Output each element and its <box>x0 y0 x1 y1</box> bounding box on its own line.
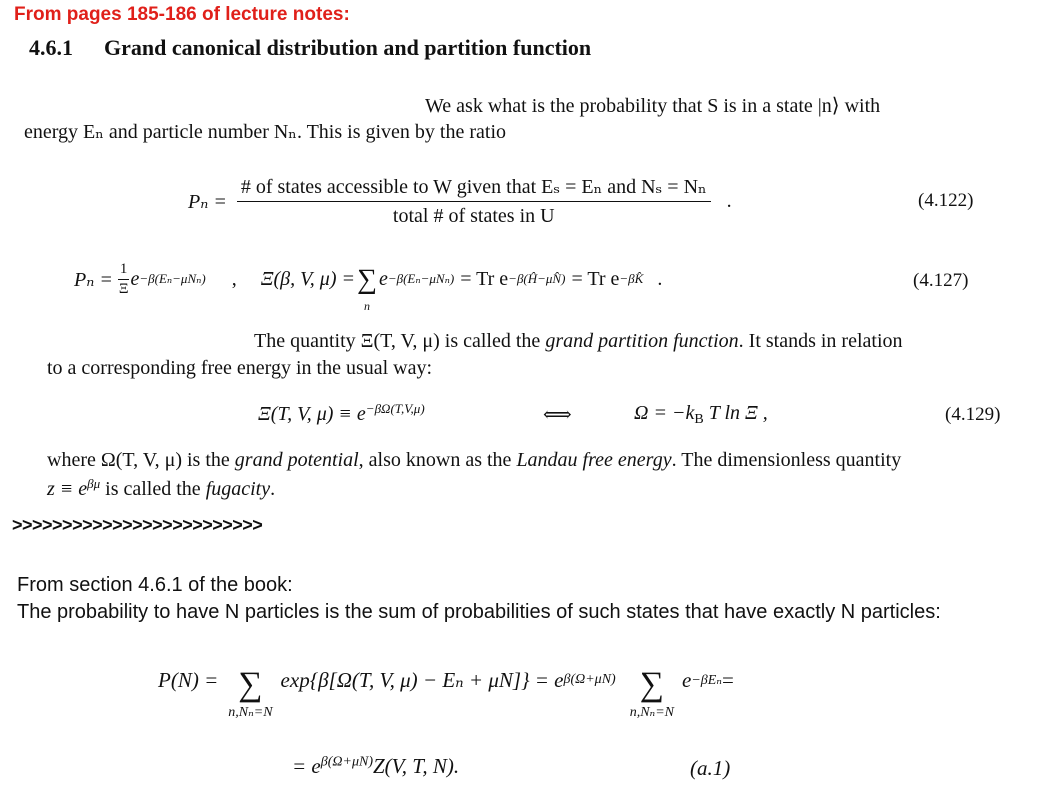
eq127-exp-base: e <box>130 267 140 290</box>
eq129-rhs-sub: B <box>694 412 704 428</box>
eqa1-sum1 <box>228 668 272 720</box>
eq127-xi-lhs: Ξ(β, V, μ) = <box>260 267 355 290</box>
book-line2: The probability to have N particles is the sum of probabilities of such states that have exactly N particles: <box>17 601 941 623</box>
eq127-exp-power: −β(Eₙ−μNₙ) <box>139 271 206 286</box>
para3-landau-free-energy: Landau free energy <box>516 449 672 471</box>
para2-line1-a: The quantity Ξ(T, V, μ) is called the <box>254 330 546 352</box>
eq127-sum <box>357 266 377 312</box>
para2-line2: to a corresponding free energy in the usual way: <box>47 357 433 379</box>
eqa1-term-power: β(Ω+μN) <box>563 672 616 687</box>
equation-4-127 <box>74 256 663 313</box>
eqa1-term2: e <box>682 667 692 692</box>
equation-4-129-lhs <box>258 401 425 426</box>
eqa1-line2: = e <box>292 754 321 778</box>
eq122-fraction <box>237 174 711 228</box>
eq127-frac-den: Ξ <box>118 280 129 297</box>
eq127-trace1: = Tr e <box>460 267 509 290</box>
separator: >>>>>>>>>>>>>>>>>>>>>>>>> <box>12 515 263 535</box>
eq122-numerator: # of states accessible to W given that Eₛ = Eₙ and Nₛ = Nₙ <box>237 174 711 202</box>
eq127-sep: , <box>231 267 237 290</box>
eqa1-sigma2: ∑ <box>639 666 664 703</box>
section-title: Grand canonical distribution and partition function <box>104 35 592 60</box>
para3-fugacity: fugacity <box>205 478 271 501</box>
eq129-arrow: ⟺ <box>543 404 572 426</box>
eqa1-sum1-index: n,Nₙ=N <box>228 705 273 720</box>
eq127-term-e: e <box>378 267 388 290</box>
eq129-power: −βΩ(T,V,μ) <box>365 401 425 416</box>
eqa1-line2-power: β(Ω+μN) <box>320 754 373 770</box>
source-note: From pages 185-186 of lecture notes: <box>14 4 350 25</box>
eq127-term-power: −β(Eₙ−μNₙ) <box>387 271 455 286</box>
equation-4-122 <box>188 174 732 228</box>
para3-line1 <box>47 449 901 472</box>
para2-line1-b: . It stands in relation <box>738 330 903 352</box>
para3-line2-c: . <box>270 478 276 501</box>
eq122-lhs: Pₙ = <box>188 190 227 213</box>
equation-a1-line2 <box>292 754 459 779</box>
para3-line1-c: . The dimensionless quantity <box>671 449 902 471</box>
eq129-lhs: Ξ(T, V, μ) ≡ e <box>258 403 366 426</box>
eq127-trace2-power: −βK̂ <box>619 271 644 286</box>
para1-line2: energy Eₙ and particle number Nₙ. This is given by the ratio <box>24 121 507 143</box>
para3-grand-potential: grand potential <box>234 449 359 471</box>
eqa1-line2-tail: Z(V, T, N). <box>372 754 460 778</box>
equation-4-129-rhs <box>634 402 768 428</box>
eq127-trace1-power: −β(Ĥ−μN̂) <box>508 271 566 286</box>
section-heading <box>29 35 591 61</box>
eq127-frac-num: 1 <box>118 261 130 280</box>
para3-line2 <box>47 476 275 501</box>
eq127-trace2: = Tr e <box>571 267 620 290</box>
eq127-fraction <box>117 261 131 298</box>
eqa1-sigma1: ∑ <box>238 666 263 703</box>
eq122-number: (4.122) <box>918 190 974 211</box>
eqa1-term: exp{β[Ω(T, V, μ) − Eₙ + μN]} = e <box>280 667 564 692</box>
eq127-trail: . <box>657 267 663 290</box>
eqa1-term2-power: −βEₙ <box>691 672 722 688</box>
eq129-rhs-tail: T ln Ξ , <box>708 402 768 424</box>
book-line1: From section 4.6.1 of the book: <box>17 574 293 596</box>
eq122-trail: . <box>726 189 732 212</box>
eq129-rhs: Ω = −k <box>634 402 695 424</box>
para3-line2-a: z ≡ e <box>47 478 88 501</box>
eqa1-sum2-index: n,Nₙ=N <box>629 705 674 720</box>
eqa1-lhs: P(N) = <box>158 667 219 692</box>
eqa1-trail: = <box>721 667 734 692</box>
eqa1-sum2 <box>630 668 674 720</box>
para3-line1-a: where Ω(T, V, μ) is the <box>47 449 235 471</box>
para3-line1-b: , also known as the <box>358 449 517 471</box>
eq127-number: (4.127) <box>913 270 969 291</box>
eq127-sigma: ∑ <box>356 264 377 295</box>
eq122-denominator: total # of states in U <box>392 205 555 227</box>
section-number: 4.6.1 <box>29 35 73 60</box>
equation-a1-line1 <box>158 654 734 720</box>
eq127-lhs: Pₙ = <box>74 268 113 291</box>
para3-line2-pow: βμ <box>87 476 101 491</box>
para1-line1: We ask what is the probability that S is in a state |n⟩ with <box>425 95 881 117</box>
para3-line2-b: is called the <box>100 478 206 501</box>
para2-grand-partition-function: grand partition function <box>545 330 739 352</box>
para2-line1 <box>254 330 903 353</box>
eq127-sum-index: n <box>363 299 370 313</box>
eq129-number: (4.129) <box>945 404 1001 425</box>
eqa1-number: (a.1) <box>690 756 731 780</box>
